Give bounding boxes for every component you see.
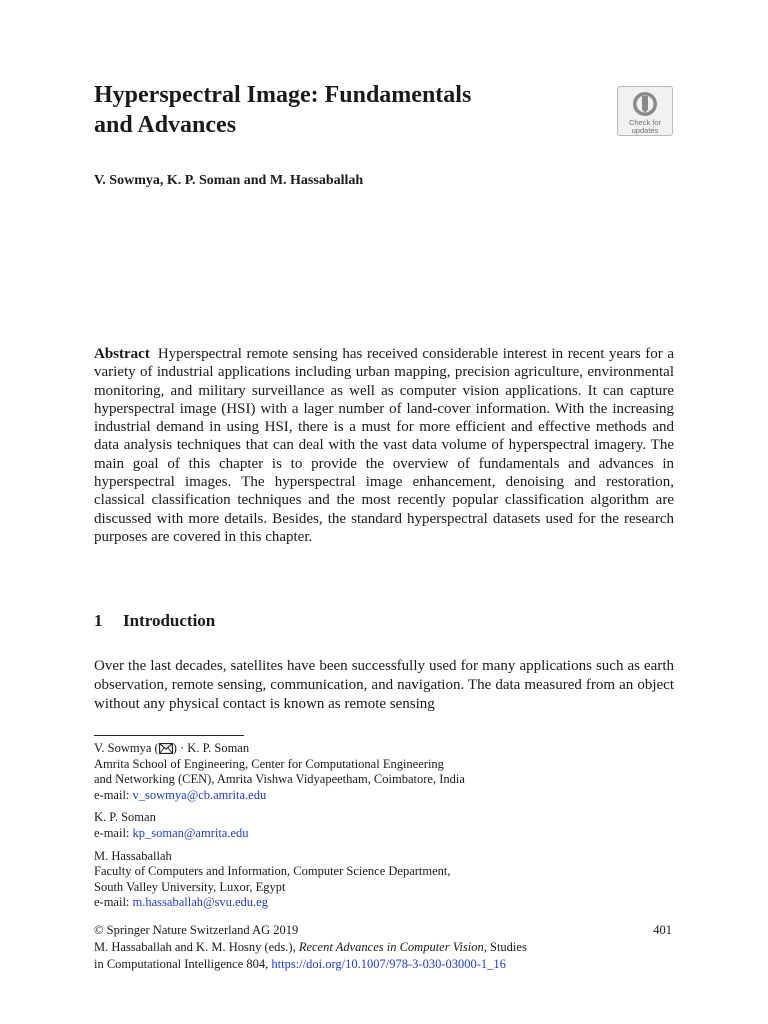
email-link-sowmya[interactable]: v_sowmya@cb.amrita.edu xyxy=(132,787,267,802)
copyright-line: © Springer Nature Switzerland AG 2019 xyxy=(94,923,299,937)
citation-line-2: in Computational Intelligence 804, https://doi.org/10.1007/978-3-030-03000-1_16 xyxy=(94,957,506,971)
email-link-hassaballah[interactable]: m.hassaballah@svu.edu.eg xyxy=(132,895,268,910)
citation-line-1: M. Hassaballah and K. M. Hosny (eds.), Recent Advances in Computer Vision, Studies xyxy=(94,940,527,954)
title-line-2: and Advances xyxy=(94,112,237,138)
section-heading xyxy=(94,611,215,631)
footnote-author-1: V. Sowmya ( ) · K. P. Soman Amrita School of Engineering, Center for Computational Engineering and Networking (CEN), Amrita Vishwa Vidyapeetham, Coimbatore, India e-mail: v_sowmya@cb.amrita.edu xyxy=(94,741,465,802)
section-title: Introduction xyxy=(123,611,216,630)
paper-title xyxy=(94,80,594,140)
footnote-author-3: M. Hassaballah Faculty of Computers and Information, Computer Science Department, South Valley University, Luxor, Egypt e-mail: m.hassaballah@svu.edu.eg xyxy=(94,848,451,910)
book-title: Recent Advances in Computer Vision xyxy=(298,940,484,954)
introduction-paragraph: Over the last decades, satellites have been successfully used for many applications such as earth observation, remote sensing, communication, and navigation. The data measured from an object without any physical contact is known as remote sensing xyxy=(94,658,674,712)
check-for-updates-icon xyxy=(632,90,658,118)
doi-link[interactable]: https://doi.org/10.1007/978-3-030-03000-1_16 xyxy=(271,957,506,971)
check-for-updates-badge[interactable] xyxy=(617,86,673,136)
abstract-text: Hyperspectral remote sensing has received considerable interest in recent years for a variety of industrial applications including urban mapping, precision agriculture, environmental monitoring, and military surveillance as well as computer vision applications. It can capture hyperspectral image (HSI) with a lager number of land-cover information. With the increasing industrial demand in using HSI, there is a must for more efficient and effective methods and data analysis techniques that can deal with the vast data volume of hyperspectral imagery. The main goal of this chapter is to provide the overview of fundamentals and advances in hyperspectral images. The hyperspectral image enhancement, denoising and restoration, classical classification techniques and the most recently popular classification algorithm are discussed with more details. Besides, the standard hyperspectral datasets used for the research purposes are covered in this chapter. xyxy=(94,346,674,545)
abstract-label: Abstract xyxy=(94,346,150,362)
envelope-icon xyxy=(159,743,173,754)
section-number: 1 xyxy=(94,611,103,630)
abstract xyxy=(94,345,674,546)
publication-footer xyxy=(94,922,674,973)
author-footnotes xyxy=(94,741,674,918)
footnote-divider xyxy=(94,735,244,736)
title-line-1: Hyperspectral Image: Fundamentals xyxy=(94,82,472,108)
author-list: V. Sowmya, K. P. Soman and M. Hassaballah xyxy=(94,173,364,188)
email-link-soman[interactable]: kp_soman@amrita.edu xyxy=(132,825,249,840)
page-number: 401 xyxy=(653,923,672,937)
footnote-author-2: K. P. Soman e-mail: kp_soman@amrita.edu xyxy=(94,810,249,840)
badge-label: Check for updates xyxy=(628,118,662,135)
